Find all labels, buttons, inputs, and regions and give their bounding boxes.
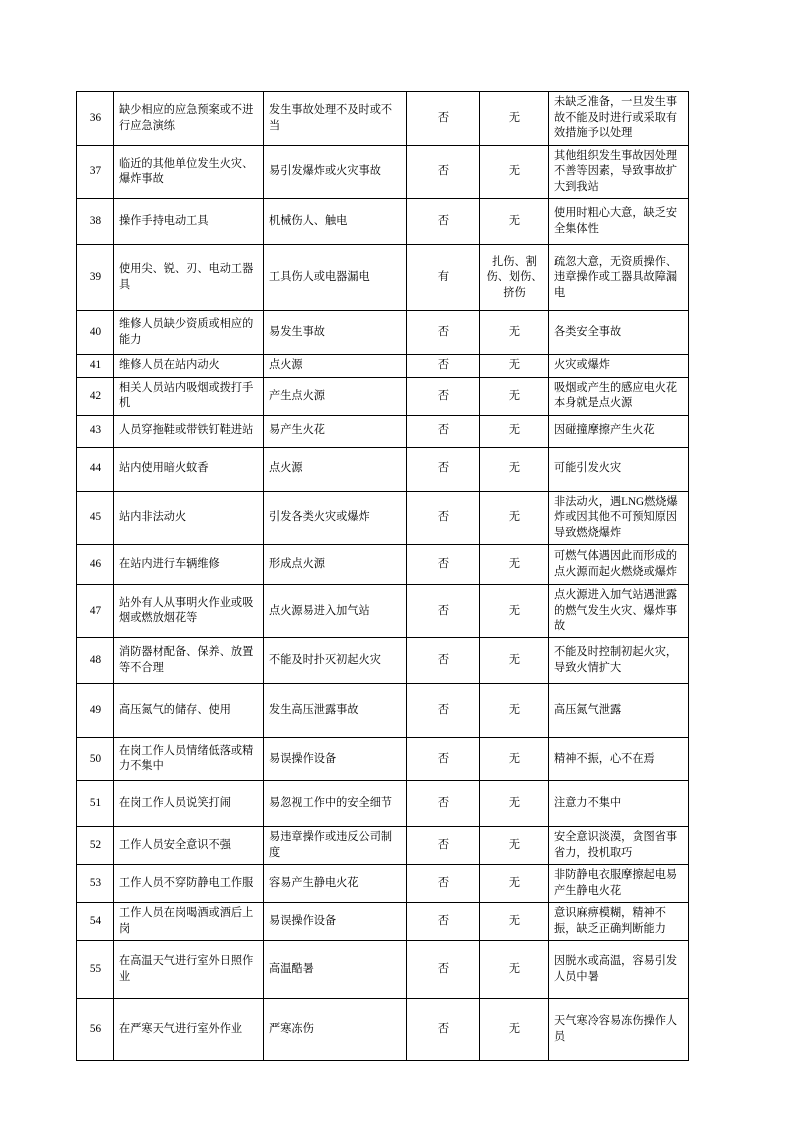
row-number-cell: 43: [77, 415, 114, 447]
table-row: [77, 585, 689, 638]
row-number-cell: 56: [77, 999, 114, 1061]
cause-analysis-cell: 使用时粗心大意，缺乏安全集体性: [549, 199, 689, 245]
table-row: [77, 781, 689, 827]
hazard-flag-cell: 否: [407, 199, 480, 245]
consequence-cell: 点火源: [264, 355, 407, 377]
consequence-cell: 机械伤人、触电: [264, 199, 407, 245]
injury-type-cell: 无: [480, 447, 549, 491]
hazard-flag-cell: 否: [407, 781, 480, 827]
injury-type-cell: 无: [480, 311, 549, 355]
hazard-description-cell: 消防器材配备、保养、放置等不合理: [114, 638, 264, 684]
injury-type-cell: 无: [480, 684, 549, 738]
injury-type-cell: 无: [480, 865, 549, 903]
injury-type-cell: 无: [480, 999, 549, 1061]
hazard-flag-cell: 否: [407, 146, 480, 199]
table-row: [77, 245, 689, 311]
row-number-cell: 54: [77, 903, 114, 941]
row-number-cell: 53: [77, 865, 114, 903]
table-row: [77, 999, 689, 1061]
hazard-description-cell: 维修人员在站内动火: [114, 355, 264, 377]
table-row: [77, 865, 689, 903]
consequence-cell: 形成点火源: [264, 545, 407, 585]
hazard-description-cell: 站外有人从事明火作业或吸烟或燃放烟花等: [114, 585, 264, 638]
hazard-flag-cell: 有: [407, 245, 480, 311]
cause-analysis-cell: 因脱水或高温，容易引发人员中暑: [549, 941, 689, 999]
injury-type-cell: 无: [480, 491, 549, 544]
cause-analysis-cell: 天气寒冷容易冻伤操作人员: [549, 999, 689, 1061]
consequence-cell: 容易产生静电火花: [264, 865, 407, 903]
hazard-description-cell: 使用尖、锐、刃、电动工器具: [114, 245, 264, 311]
table-row: [77, 684, 689, 738]
consequence-cell: 严寒冻伤: [264, 999, 407, 1061]
cause-analysis-cell: 意识麻痹模糊，精神不振，缺乏正确判断能力: [549, 903, 689, 941]
consequence-cell: 高温酷暑: [264, 941, 407, 999]
consequence-cell: 发生事故处理不及时或不当: [264, 92, 407, 146]
table-row: [77, 199, 689, 245]
risk-assessment-table-container: [76, 91, 688, 1061]
hazard-flag-cell: 否: [407, 585, 480, 638]
cause-analysis-cell: 不能及时控制初起火灾，导致火情扩大: [549, 638, 689, 684]
hazard-flag-cell: 否: [407, 355, 480, 377]
injury-type-cell: 无: [480, 92, 549, 146]
cause-analysis-cell: 火灾或爆炸: [549, 355, 689, 377]
hazard-description-cell: 工作人员不穿防静电工作服: [114, 865, 264, 903]
injury-type-cell: 无: [480, 781, 549, 827]
row-number-cell: 36: [77, 92, 114, 146]
cause-analysis-cell: 未缺乏准备，一旦发生事故不能及时进行或采取有效措施予以处理: [549, 92, 689, 146]
consequence-cell: 易忽视工作中的安全细节: [264, 781, 407, 827]
table-row: [77, 92, 689, 146]
hazard-flag-cell: 否: [407, 92, 480, 146]
cause-analysis-cell: 精神不振，心不在焉: [549, 738, 689, 781]
table-row: [77, 355, 689, 377]
table-row: [77, 941, 689, 999]
row-number-cell: 46: [77, 545, 114, 585]
risk-assessment-table: [76, 91, 689, 1061]
row-number-cell: 37: [77, 146, 114, 199]
injury-type-cell: 无: [480, 827, 549, 865]
cause-analysis-cell: 各类安全事故: [549, 311, 689, 355]
hazard-description-cell: 在岗工作人员说笑打闹: [114, 781, 264, 827]
table-row: [77, 638, 689, 684]
injury-type-cell: 无: [480, 585, 549, 638]
hazard-flag-cell: 否: [407, 545, 480, 585]
cause-analysis-cell: 可燃气体遇因此而形成的点火源而起火燃烧或爆炸: [549, 545, 689, 585]
hazard-flag-cell: 否: [407, 377, 480, 415]
consequence-cell: 易误操作设备: [264, 903, 407, 941]
row-number-cell: 42: [77, 377, 114, 415]
row-number-cell: 48: [77, 638, 114, 684]
hazard-description-cell: 在高温天气进行室外日照作业: [114, 941, 264, 999]
cause-analysis-cell: 安全意识淡漠，贪图省事省力，投机取巧: [549, 827, 689, 865]
hazard-description-cell: 在严寒天气进行室外作业: [114, 999, 264, 1061]
table-row: [77, 545, 689, 585]
consequence-cell: 产生点火源: [264, 377, 407, 415]
hazard-description-cell: 维修人员缺少资质或相应的能力: [114, 311, 264, 355]
cause-analysis-cell: 疏忽大意，无资质操作、违章操作或工器具故障漏电: [549, 245, 689, 311]
injury-type-cell: 无: [480, 146, 549, 199]
hazard-flag-cell: 否: [407, 827, 480, 865]
cause-analysis-cell: 非防静电衣服摩擦起电易产生静电火花: [549, 865, 689, 903]
row-number-cell: 38: [77, 199, 114, 245]
injury-type-cell: 无: [480, 199, 549, 245]
table-row: [77, 738, 689, 781]
row-number-cell: 40: [77, 311, 114, 355]
injury-type-cell: 无: [480, 415, 549, 447]
hazard-flag-cell: 否: [407, 941, 480, 999]
table-row: [77, 903, 689, 941]
row-number-cell: 50: [77, 738, 114, 781]
table-row: [77, 447, 689, 491]
hazard-flag-cell: 否: [407, 999, 480, 1061]
hazard-description-cell: 站内非法动火: [114, 491, 264, 544]
cause-analysis-cell: 注意力不集中: [549, 781, 689, 827]
cause-analysis-cell: 非法动火，遇LNG燃烧爆炸或因其他不可预知原因导致燃烧爆炸: [549, 491, 689, 544]
cause-analysis-cell: 点火源进入加气站遇泄露的燃气发生火灾、爆炸事故: [549, 585, 689, 638]
row-number-cell: 45: [77, 491, 114, 544]
row-number-cell: 51: [77, 781, 114, 827]
cause-analysis-cell: 因碰撞摩擦产生火花: [549, 415, 689, 447]
hazard-flag-cell: 否: [407, 447, 480, 491]
table-row: [77, 146, 689, 199]
row-number-cell: 52: [77, 827, 114, 865]
hazard-description-cell: 站内使用暗火蚊香: [114, 447, 264, 491]
hazard-flag-cell: 否: [407, 684, 480, 738]
row-number-cell: 44: [77, 447, 114, 491]
hazard-flag-cell: 否: [407, 415, 480, 447]
hazard-description-cell: 在站内进行车辆维修: [114, 545, 264, 585]
injury-type-cell: 无: [480, 738, 549, 781]
table-row: [77, 827, 689, 865]
cause-analysis-cell: 可能引发火灾: [549, 447, 689, 491]
injury-type-cell: 无: [480, 545, 549, 585]
row-number-cell: 39: [77, 245, 114, 311]
risk-assessment-table-body: [77, 92, 689, 1061]
hazard-description-cell: 相关人员站内吸烟或拨打手机: [114, 377, 264, 415]
injury-type-cell: 无: [480, 355, 549, 377]
injury-type-cell: 无: [480, 903, 549, 941]
table-row: [77, 415, 689, 447]
hazard-description-cell: 操作手持电动工具: [114, 199, 264, 245]
hazard-flag-cell: 否: [407, 638, 480, 684]
consequence-cell: 发生高压泄露事故: [264, 684, 407, 738]
injury-type-cell: 扎伤、割伤、划伤、挤伤: [480, 245, 549, 311]
hazard-flag-cell: 否: [407, 865, 480, 903]
hazard-description-cell: 在岗工作人员情绪低落或精力不集中: [114, 738, 264, 781]
consequence-cell: 易产生火花: [264, 415, 407, 447]
consequence-cell: 易引发爆炸或火灾事故: [264, 146, 407, 199]
consequence-cell: 工具伤人或电器漏电: [264, 245, 407, 311]
row-number-cell: 49: [77, 684, 114, 738]
consequence-cell: 易误操作设备: [264, 738, 407, 781]
table-row: [77, 377, 689, 415]
row-number-cell: 55: [77, 941, 114, 999]
consequence-cell: 点火源易进入加气站: [264, 585, 407, 638]
hazard-description-cell: 工作人员安全意识不强: [114, 827, 264, 865]
injury-type-cell: 无: [480, 941, 549, 999]
row-number-cell: 41: [77, 355, 114, 377]
table-row: [77, 311, 689, 355]
hazard-flag-cell: 否: [407, 738, 480, 781]
hazard-flag-cell: 否: [407, 311, 480, 355]
hazard-description-cell: 高压氮气的储存、使用: [114, 684, 264, 738]
consequence-cell: 易发生事故: [264, 311, 407, 355]
hazard-description-cell: 工作人员在岗喝酒或酒后上岗: [114, 903, 264, 941]
row-number-cell: 47: [77, 585, 114, 638]
consequence-cell: 不能及时扑灭初起火灾: [264, 638, 407, 684]
hazard-description-cell: 临近的其他单位发生火灾、爆炸事故: [114, 146, 264, 199]
hazard-description-cell: 人员穿拖鞋或带铁钉鞋进站: [114, 415, 264, 447]
consequence-cell: 点火源: [264, 447, 407, 491]
injury-type-cell: 无: [480, 377, 549, 415]
consequence-cell: 引发各类火灾或爆炸: [264, 491, 407, 544]
table-row: [77, 491, 689, 544]
cause-analysis-cell: 高压氮气泄露: [549, 684, 689, 738]
consequence-cell: 易违章操作或违反公司制度: [264, 827, 407, 865]
hazard-description-cell: 缺少相应的应急预案或不进行应急演练: [114, 92, 264, 146]
hazard-flag-cell: 否: [407, 491, 480, 544]
cause-analysis-cell: 吸烟或产生的感应电火花本身就是点火源: [549, 377, 689, 415]
cause-analysis-cell: 其他组织发生事故因处理不善等因素，导致事故扩大到我站: [549, 146, 689, 199]
injury-type-cell: 无: [480, 638, 549, 684]
hazard-flag-cell: 否: [407, 903, 480, 941]
